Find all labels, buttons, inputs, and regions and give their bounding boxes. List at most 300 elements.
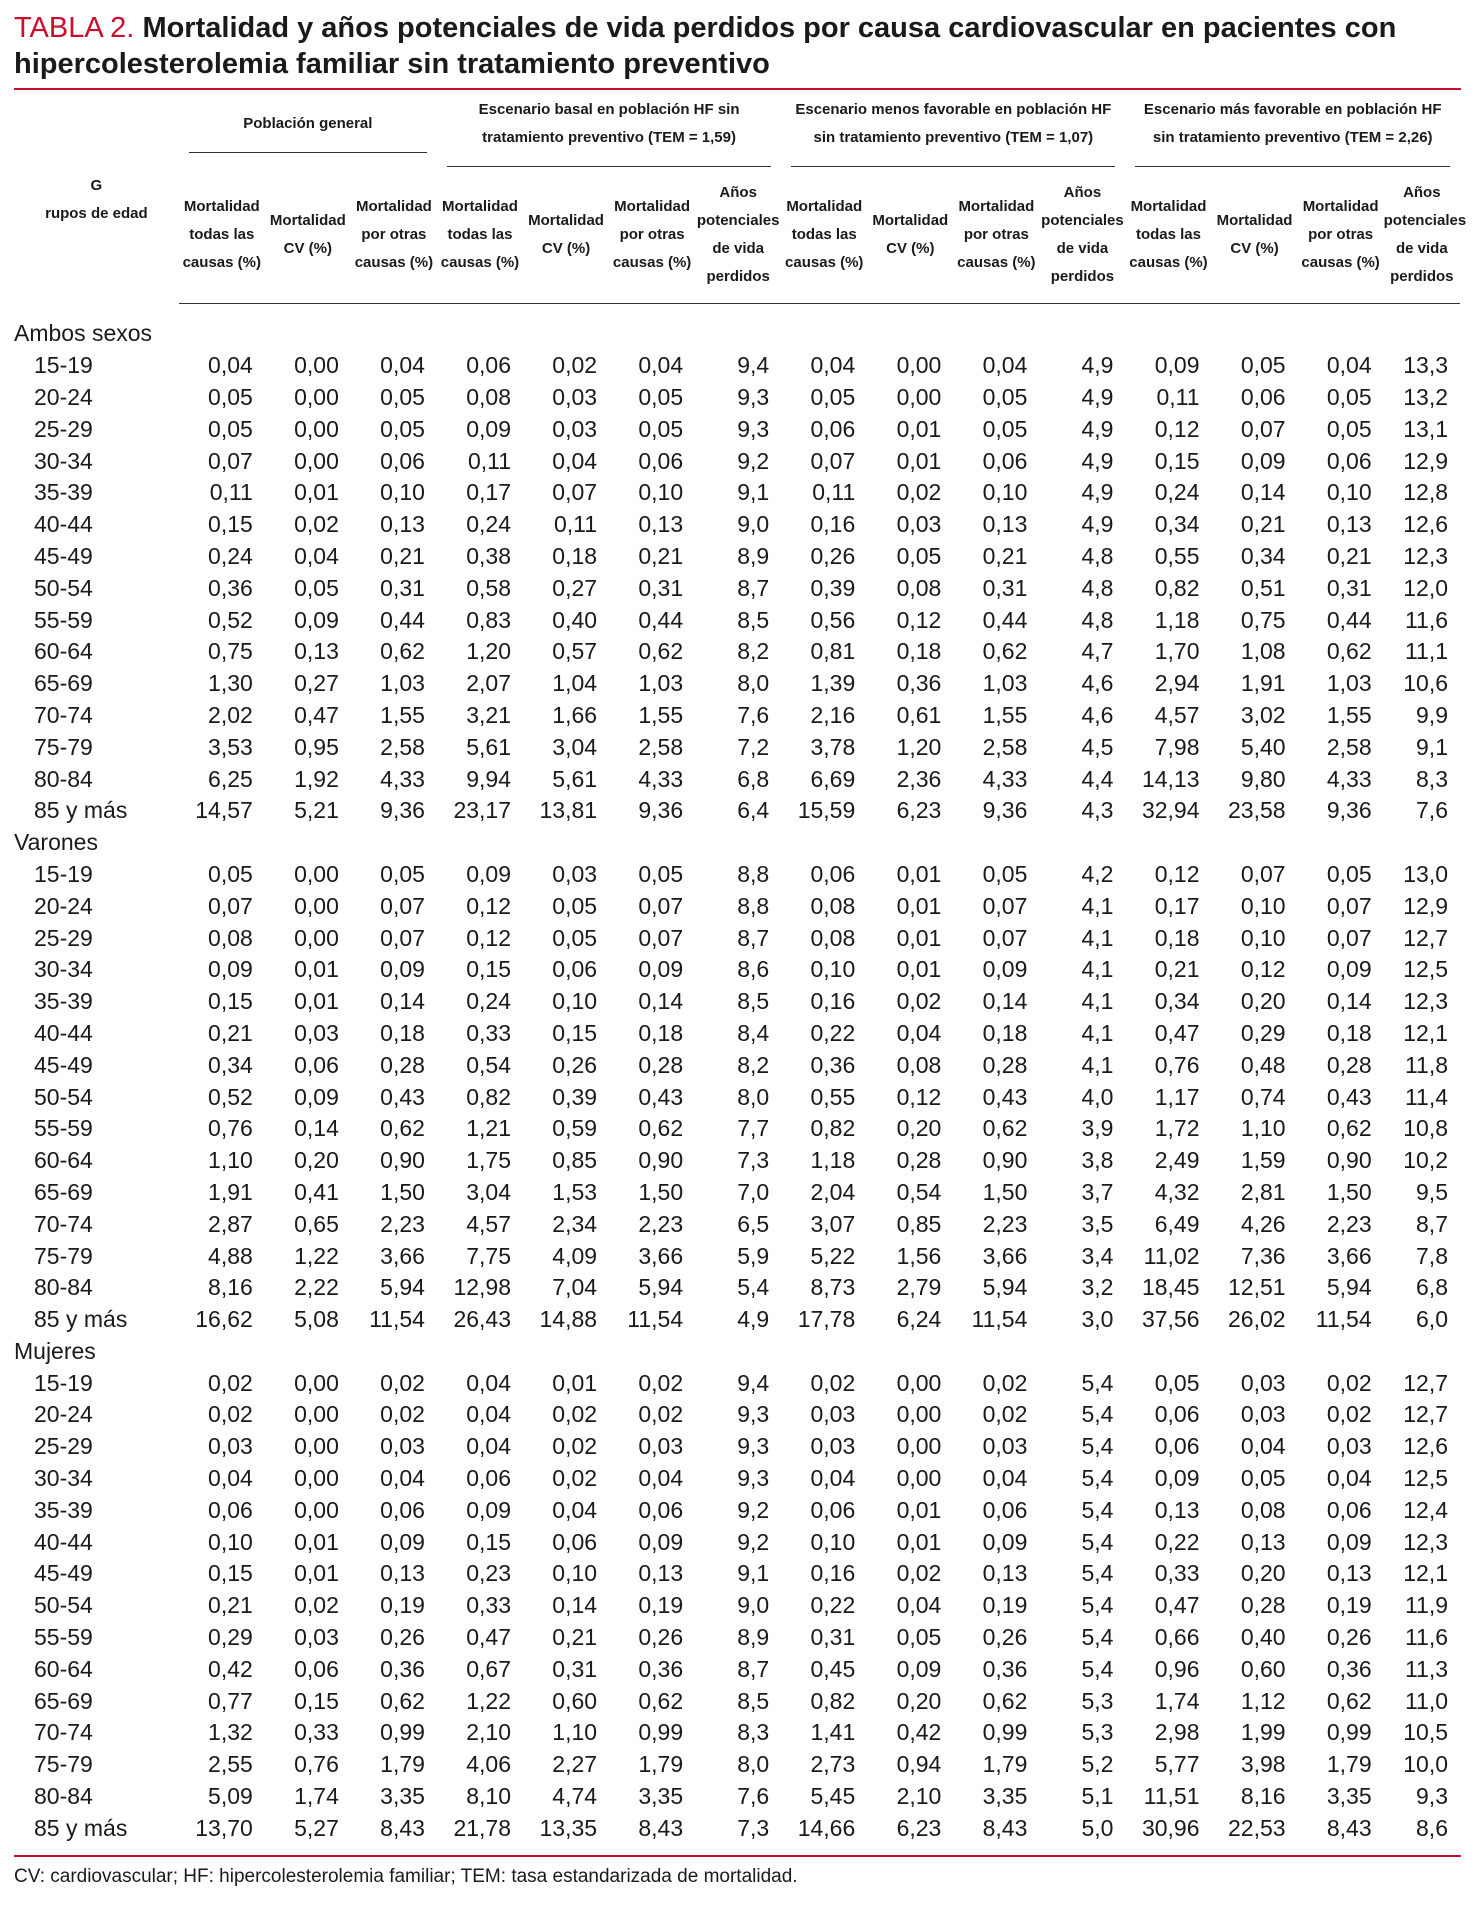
value-cell: 0,09: [466, 860, 511, 887]
table-row: [14, 1145, 1460, 1177]
value-cell: 4,1: [1081, 892, 1114, 919]
section-label: Ambos sexos: [14, 320, 153, 347]
value-cell: 0,01: [294, 956, 339, 983]
value-cell: 0,07: [208, 892, 253, 919]
age-group-cell: 30-34: [34, 447, 93, 474]
value-cell: 2,23: [982, 1210, 1028, 1237]
value-cell: 0,10: [1326, 479, 1372, 506]
value-cell: 0,36: [810, 1051, 856, 1078]
age-group-cell: 45-49: [34, 1051, 93, 1078]
value-cell: 0,85: [552, 1147, 598, 1174]
value-cell: 3,5: [1081, 1210, 1114, 1237]
row-header: [14, 96, 179, 304]
value-cell: 8,5: [737, 1687, 770, 1714]
value-cell: 30,96: [1141, 1814, 1200, 1841]
value-cell: 0,00: [294, 447, 339, 474]
table-row: [14, 1558, 1460, 1590]
age-group-cell: 35-39: [34, 479, 93, 506]
value-cell: 8,8: [737, 860, 770, 887]
value-cell: 0,99: [380, 1719, 425, 1746]
footnote: CV: cardiovascular; HF: hipercolesterolemia familiar; TEM: tasa estandarizada de mortalidad.: [14, 1866, 798, 1887]
age-group-cell: 15-19: [34, 352, 93, 379]
value-cell: 22,53: [1228, 1814, 1286, 1841]
value-cell: 6,49: [1154, 1210, 1200, 1237]
age-group-cell: 55-59: [34, 1115, 93, 1142]
value-cell: 7,6: [737, 701, 770, 728]
value-cell: 0,17: [466, 479, 511, 506]
value-cell: 5,09: [208, 1783, 253, 1810]
age-group-cell: 45-49: [34, 1560, 93, 1587]
value-cell: 0,05: [638, 383, 684, 410]
value-cell: 0,10: [810, 1528, 856, 1555]
value-cell: 8,2: [737, 1051, 770, 1078]
table-row: [14, 731, 1460, 763]
value-cell: 0,06: [552, 956, 598, 983]
age-group-cell: 65-69: [34, 1687, 93, 1714]
value-cell: 0,62: [982, 638, 1028, 665]
value-cell: 3,35: [638, 1783, 684, 1810]
age-group-cell: 80-84: [34, 765, 93, 792]
value-cell: 4,32: [1154, 1178, 1200, 1205]
age-group-cell: 80-84: [34, 1783, 93, 1810]
value-cell: 0,36: [896, 670, 942, 697]
value-cell: 9,2: [737, 447, 770, 474]
age-group-cell: 25-29: [34, 924, 93, 951]
value-cell: 0,00: [896, 1433, 942, 1460]
value-cell: 8,0: [737, 1083, 770, 1110]
value-cell: 0,09: [896, 1655, 942, 1682]
value-cell: 0,28: [638, 1051, 684, 1078]
age-group-cell: 25-29: [34, 1433, 93, 1460]
value-cell: 5,4: [1081, 1433, 1114, 1460]
section-row: [14, 1336, 1460, 1368]
value-cell: 0,44: [982, 606, 1028, 633]
value-cell: 0,62: [982, 1687, 1028, 1714]
value-cell: 0,21: [1326, 542, 1372, 569]
value-cell: 0,56: [810, 606, 856, 633]
value-cell: 5,1: [1081, 1783, 1114, 1810]
table-row: [14, 1304, 1460, 1336]
value-cell: 3,04: [466, 1178, 511, 1205]
value-cell: 0,08: [896, 1051, 942, 1078]
value-cell: 0,13: [638, 511, 684, 538]
value-cell: 0,09: [380, 1528, 425, 1555]
value-cell: 0,36: [208, 574, 253, 601]
value-cell: 0,09: [982, 956, 1028, 983]
table-body: [14, 304, 1460, 1845]
value-cell: 1,72: [1154, 1115, 1200, 1142]
value-cell: 0,21: [1240, 511, 1286, 538]
value-cell: 0,13: [1326, 511, 1372, 538]
value-cell: 0,13: [982, 511, 1028, 538]
top-rule: [14, 88, 1461, 90]
value-cell: 12,9: [1403, 892, 1448, 919]
value-cell: 9,0: [737, 511, 770, 538]
age-group-cell: 25-29: [34, 415, 93, 442]
table-row: [14, 668, 1460, 700]
age-group-cell: 45-49: [34, 542, 93, 569]
value-cell: 0,62: [380, 1687, 425, 1714]
value-cell: 8,73: [810, 1274, 856, 1301]
value-cell: 9,1: [737, 1560, 770, 1587]
value-cell: 9,80: [1240, 765, 1286, 792]
value-cell: 0,90: [982, 1147, 1028, 1174]
value-cell: 0,42: [896, 1719, 942, 1746]
value-cell: 0,10: [208, 1528, 253, 1555]
value-cell: 0,20: [896, 1115, 942, 1142]
value-cell: 5,27: [294, 1814, 339, 1841]
value-cell: 0,21: [552, 1624, 598, 1651]
age-group-cell: 65-69: [34, 670, 93, 697]
value-cell: 0,06: [982, 447, 1028, 474]
value-cell: 13,2: [1403, 383, 1448, 410]
value-cell: 0,13: [638, 1560, 684, 1587]
value-cell: 9,3: [737, 383, 770, 410]
age-group-cell: 85 y más: [34, 1306, 128, 1333]
value-cell: 0,06: [294, 1051, 339, 1078]
value-cell: 2,81: [1240, 1178, 1286, 1205]
value-cell: 0,02: [208, 1369, 253, 1396]
age-group-cell: 50-54: [34, 574, 93, 601]
value-cell: 0,03: [294, 1019, 339, 1046]
age-group-cell: 20-24: [34, 892, 93, 919]
value-cell: 7,75: [466, 1242, 511, 1269]
value-cell: 7,98: [1154, 733, 1200, 760]
value-cell: 0,13: [1240, 1528, 1286, 1555]
value-cell: 0,19: [982, 1592, 1028, 1619]
value-cell: 4,57: [1154, 701, 1200, 728]
value-cell: 0,01: [896, 956, 942, 983]
value-cell: 0,75: [208, 638, 253, 665]
value-cell: 0,09: [208, 956, 253, 983]
value-cell: 0,00: [294, 1369, 339, 1396]
value-cell: 1,04: [552, 670, 598, 697]
value-cell: 0,04: [1240, 1433, 1286, 1460]
value-cell: 8,3: [737, 1719, 770, 1746]
value-cell: 12,7: [1403, 1401, 1448, 1428]
value-cell: 0,10: [380, 479, 425, 506]
value-cell: 7,36: [1240, 1242, 1286, 1269]
value-cell: 12,4: [1403, 1496, 1448, 1523]
value-cell: 4,6: [1081, 701, 1114, 728]
value-cell: 0,07: [1240, 860, 1286, 887]
value-cell: 0,43: [638, 1083, 684, 1110]
value-cell: 1,08: [1240, 638, 1286, 665]
value-cell: 2,98: [1154, 1719, 1200, 1746]
value-cell: 5,94: [380, 1274, 425, 1301]
value-cell: 0,26: [638, 1624, 684, 1651]
value-cell: 0,18: [1326, 1019, 1372, 1046]
value-cell: 4,9: [1081, 415, 1114, 442]
value-cell: 0,24: [1154, 479, 1200, 506]
value-cell: 0,01: [896, 447, 942, 474]
value-cell: 8,8: [737, 892, 770, 919]
value-cell: 0,34: [208, 1051, 253, 1078]
value-cell: 0,15: [294, 1687, 339, 1714]
value-cell: 0,18: [380, 1019, 425, 1046]
value-cell: 0,03: [552, 383, 598, 410]
value-cell: 6,4: [737, 797, 770, 824]
value-cell: 7,6: [737, 1783, 770, 1810]
value-cell: 3,02: [1240, 701, 1286, 728]
value-cell: 0,44: [380, 606, 425, 633]
value-cell: 0,83: [466, 606, 511, 633]
value-cell: 8,43: [1326, 1814, 1372, 1841]
value-cell: 4,1: [1081, 1019, 1114, 1046]
value-cell: 0,76: [208, 1115, 253, 1142]
value-cell: 12,3: [1403, 1528, 1448, 1555]
value-cell: 10,8: [1403, 1115, 1448, 1142]
value-cell: 1,79: [1326, 1751, 1372, 1778]
value-cell: 0,76: [294, 1751, 339, 1778]
value-cell: 0,04: [552, 1496, 598, 1523]
value-cell: 0,00: [896, 383, 942, 410]
value-cell: 0,06: [810, 415, 856, 442]
value-cell: 0,00: [896, 1401, 942, 1428]
value-cell: 0,62: [638, 1115, 684, 1142]
value-cell: 0,00: [294, 415, 339, 442]
value-cell: 0,31: [1326, 574, 1372, 601]
value-cell: 2,07: [466, 670, 511, 697]
value-cell: 0,05: [552, 924, 598, 951]
value-cell: 0,05: [982, 415, 1028, 442]
value-cell: 0,09: [294, 606, 339, 633]
value-cell: 32,94: [1141, 797, 1200, 824]
value-cell: 5,45: [810, 1783, 856, 1810]
value-cell: 0,03: [552, 415, 598, 442]
value-cell: 0,05: [380, 415, 425, 442]
table-row: [14, 541, 1460, 573]
value-cell: 4,6: [1081, 670, 1114, 697]
value-cell: 1,79: [982, 1751, 1028, 1778]
value-cell: 10,6: [1403, 670, 1448, 697]
value-cell: 0,24: [466, 511, 511, 538]
value-cell: 0,00: [896, 1465, 942, 1492]
value-cell: 11,54: [627, 1306, 684, 1333]
age-group-cell: 20-24: [34, 383, 93, 410]
value-cell: 12,6: [1403, 1433, 1448, 1460]
value-cell: 9,36: [1326, 797, 1372, 824]
value-cell: 2,10: [896, 1783, 942, 1810]
value-cell: 11,8: [1404, 1051, 1448, 1078]
value-cell: 0,07: [1326, 924, 1372, 951]
value-cell: 0,01: [294, 1560, 339, 1587]
value-cell: 0,90: [638, 1147, 684, 1174]
value-cell: 1,18: [1154, 606, 1200, 633]
value-cell: 0,18: [638, 1019, 684, 1046]
value-cell: 8,43: [380, 1814, 425, 1841]
value-cell: 0,04: [638, 352, 684, 379]
value-cell: 2,02: [208, 701, 253, 728]
value-cell: 0,40: [552, 606, 598, 633]
value-cell: 5,3: [1081, 1719, 1114, 1746]
age-group-cell: 55-59: [34, 1624, 93, 1651]
value-cell: 0,16: [810, 988, 856, 1015]
table-row: [14, 1526, 1460, 1558]
value-cell: 1,20: [466, 638, 511, 665]
value-cell: 0,04: [380, 1465, 425, 1492]
value-cell: 12,6: [1403, 511, 1448, 538]
value-cell: 5,22: [810, 1242, 856, 1269]
table-row: [14, 636, 1460, 668]
value-cell: 4,33: [380, 765, 425, 792]
column-header: Mortalidad CV (%): [523, 167, 609, 304]
value-cell: 0,04: [1326, 352, 1372, 379]
value-cell: 0,01: [294, 479, 339, 506]
value-cell: 12,3: [1403, 542, 1448, 569]
value-cell: 8,5: [737, 606, 770, 633]
value-cell: 21,78: [453, 1814, 511, 1841]
table-row: [14, 1653, 1460, 1685]
age-group-cell: 70-74: [34, 1719, 93, 1746]
value-cell: 2,58: [982, 733, 1028, 760]
value-cell: 1,50: [638, 1178, 684, 1205]
value-cell: 1,50: [1326, 1178, 1372, 1205]
table-row: [14, 1208, 1460, 1240]
value-cell: 0,90: [1326, 1147, 1372, 1174]
value-cell: 6,25: [208, 765, 253, 792]
value-cell: 0,00: [294, 383, 339, 410]
value-cell: 0,07: [380, 924, 425, 951]
value-cell: 11,0: [1404, 1687, 1448, 1714]
value-cell: 0,08: [810, 892, 856, 919]
table-row: [14, 477, 1460, 509]
value-cell: 6,8: [737, 765, 770, 792]
value-cell: 10,2: [1403, 1147, 1448, 1174]
age-group-cell: 60-64: [34, 1147, 93, 1174]
table-row: [14, 413, 1460, 445]
value-cell: 0,04: [896, 1592, 942, 1619]
table-row: [14, 1240, 1460, 1272]
value-cell: 0,05: [810, 383, 856, 410]
value-cell: 7,8: [1416, 1242, 1448, 1269]
value-cell: 4,88: [208, 1242, 253, 1269]
value-cell: 0,77: [208, 1687, 253, 1714]
value-cell: 10,5: [1403, 1719, 1448, 1746]
value-cell: 3,9: [1081, 1115, 1114, 1142]
value-cell: 0,01: [294, 1528, 339, 1555]
value-cell: 0,27: [552, 574, 598, 601]
value-cell: 4,06: [466, 1751, 511, 1778]
value-cell: 9,94: [466, 765, 511, 792]
value-cell: 4,5: [1081, 733, 1114, 760]
value-cell: 0,05: [380, 860, 425, 887]
value-cell: 0,62: [982, 1115, 1028, 1142]
age-group-cell: 50-54: [34, 1592, 93, 1619]
value-cell: 2,58: [1326, 733, 1372, 760]
value-cell: 0,05: [1326, 860, 1372, 887]
value-cell: 0,02: [1326, 1401, 1372, 1428]
value-cell: 0,14: [552, 1592, 598, 1619]
table-row: [14, 572, 1460, 604]
value-cell: 4,1: [1081, 956, 1114, 983]
value-cell: 0,06: [638, 447, 684, 474]
value-cell: 5,40: [1240, 733, 1286, 760]
value-cell: 0,43: [982, 1083, 1028, 1110]
value-cell: 6,69: [810, 765, 856, 792]
value-cell: 8,6: [737, 956, 770, 983]
value-cell: 0,95: [294, 733, 339, 760]
value-cell: 0,22: [1154, 1528, 1200, 1555]
age-group-cell: 40-44: [34, 1019, 93, 1046]
column-header: Años potenciales de vida perdidos: [1384, 167, 1460, 304]
value-cell: 0,22: [810, 1019, 856, 1046]
value-cell: 0,62: [380, 1115, 425, 1142]
value-cell: 26,02: [1228, 1306, 1286, 1333]
value-cell: 26,43: [453, 1306, 511, 1333]
value-cell: 11,54: [369, 1306, 425, 1333]
value-cell: 0,85: [896, 1210, 942, 1237]
value-cell: 0,45: [810, 1655, 856, 1682]
value-cell: 8,6: [1416, 1814, 1448, 1841]
table-row: [14, 986, 1460, 1018]
value-cell: 11,9: [1404, 1592, 1448, 1619]
value-cell: 9,3: [737, 1433, 770, 1460]
value-cell: 0,09: [638, 956, 684, 983]
value-cell: 4,09: [552, 1242, 598, 1269]
value-cell: 9,2: [737, 1528, 770, 1555]
value-cell: 0,03: [294, 1624, 339, 1651]
value-cell: 8,4: [737, 1019, 770, 1046]
value-cell: 0,60: [1240, 1655, 1286, 1682]
value-cell: 4,1: [1081, 1051, 1114, 1078]
value-cell: 0,54: [466, 1051, 511, 1078]
value-cell: 0,05: [208, 383, 253, 410]
value-cell: 0,20: [896, 1687, 942, 1714]
value-cell: 0,55: [1154, 542, 1200, 569]
value-cell: 0,60: [552, 1687, 598, 1714]
table-row: [14, 954, 1460, 986]
value-cell: 0,02: [552, 1433, 598, 1460]
table-row: [14, 350, 1460, 382]
value-cell: 0,23: [466, 1560, 511, 1587]
value-cell: 1,55: [1326, 701, 1372, 728]
table-row: [14, 1622, 1460, 1654]
value-cell: 0,96: [1154, 1655, 1200, 1682]
value-cell: 1,53: [552, 1178, 598, 1205]
value-cell: 8,5: [737, 988, 770, 1015]
value-cell: 0,28: [896, 1147, 942, 1174]
value-cell: 0,58: [466, 574, 511, 601]
value-cell: 0,62: [380, 638, 425, 665]
value-cell: 11,6: [1404, 606, 1448, 633]
column-header: Mortalidad por otras causas (%): [1298, 167, 1384, 304]
value-cell: 0,05: [896, 1624, 942, 1651]
age-group-cell: 70-74: [34, 1210, 93, 1237]
value-cell: 12,8: [1403, 479, 1448, 506]
value-cell: 13,3: [1403, 352, 1448, 379]
value-cell: 0,05: [294, 574, 339, 601]
value-cell: 2,55: [208, 1751, 253, 1778]
value-cell: 0,10: [638, 479, 684, 506]
value-cell: 1,91: [208, 1178, 253, 1205]
value-cell: 4,9: [1081, 479, 1114, 506]
value-cell: 0,07: [1240, 415, 1286, 442]
value-cell: 7,0: [737, 1178, 770, 1205]
value-cell: 4,7: [1081, 638, 1114, 665]
age-group-cell: 60-64: [34, 638, 93, 665]
value-cell: 0,33: [466, 1019, 511, 1046]
value-cell: 5,94: [982, 1274, 1028, 1301]
value-cell: 2,16: [810, 701, 856, 728]
table-row: [14, 1781, 1460, 1813]
value-cell: 3,98: [1240, 1751, 1286, 1778]
value-cell: 0,47: [294, 701, 339, 728]
value-cell: 0,10: [1240, 924, 1286, 951]
value-cell: 0,02: [896, 988, 942, 1015]
value-cell: 0,03: [552, 860, 598, 887]
value-cell: 0,43: [1326, 1083, 1372, 1110]
